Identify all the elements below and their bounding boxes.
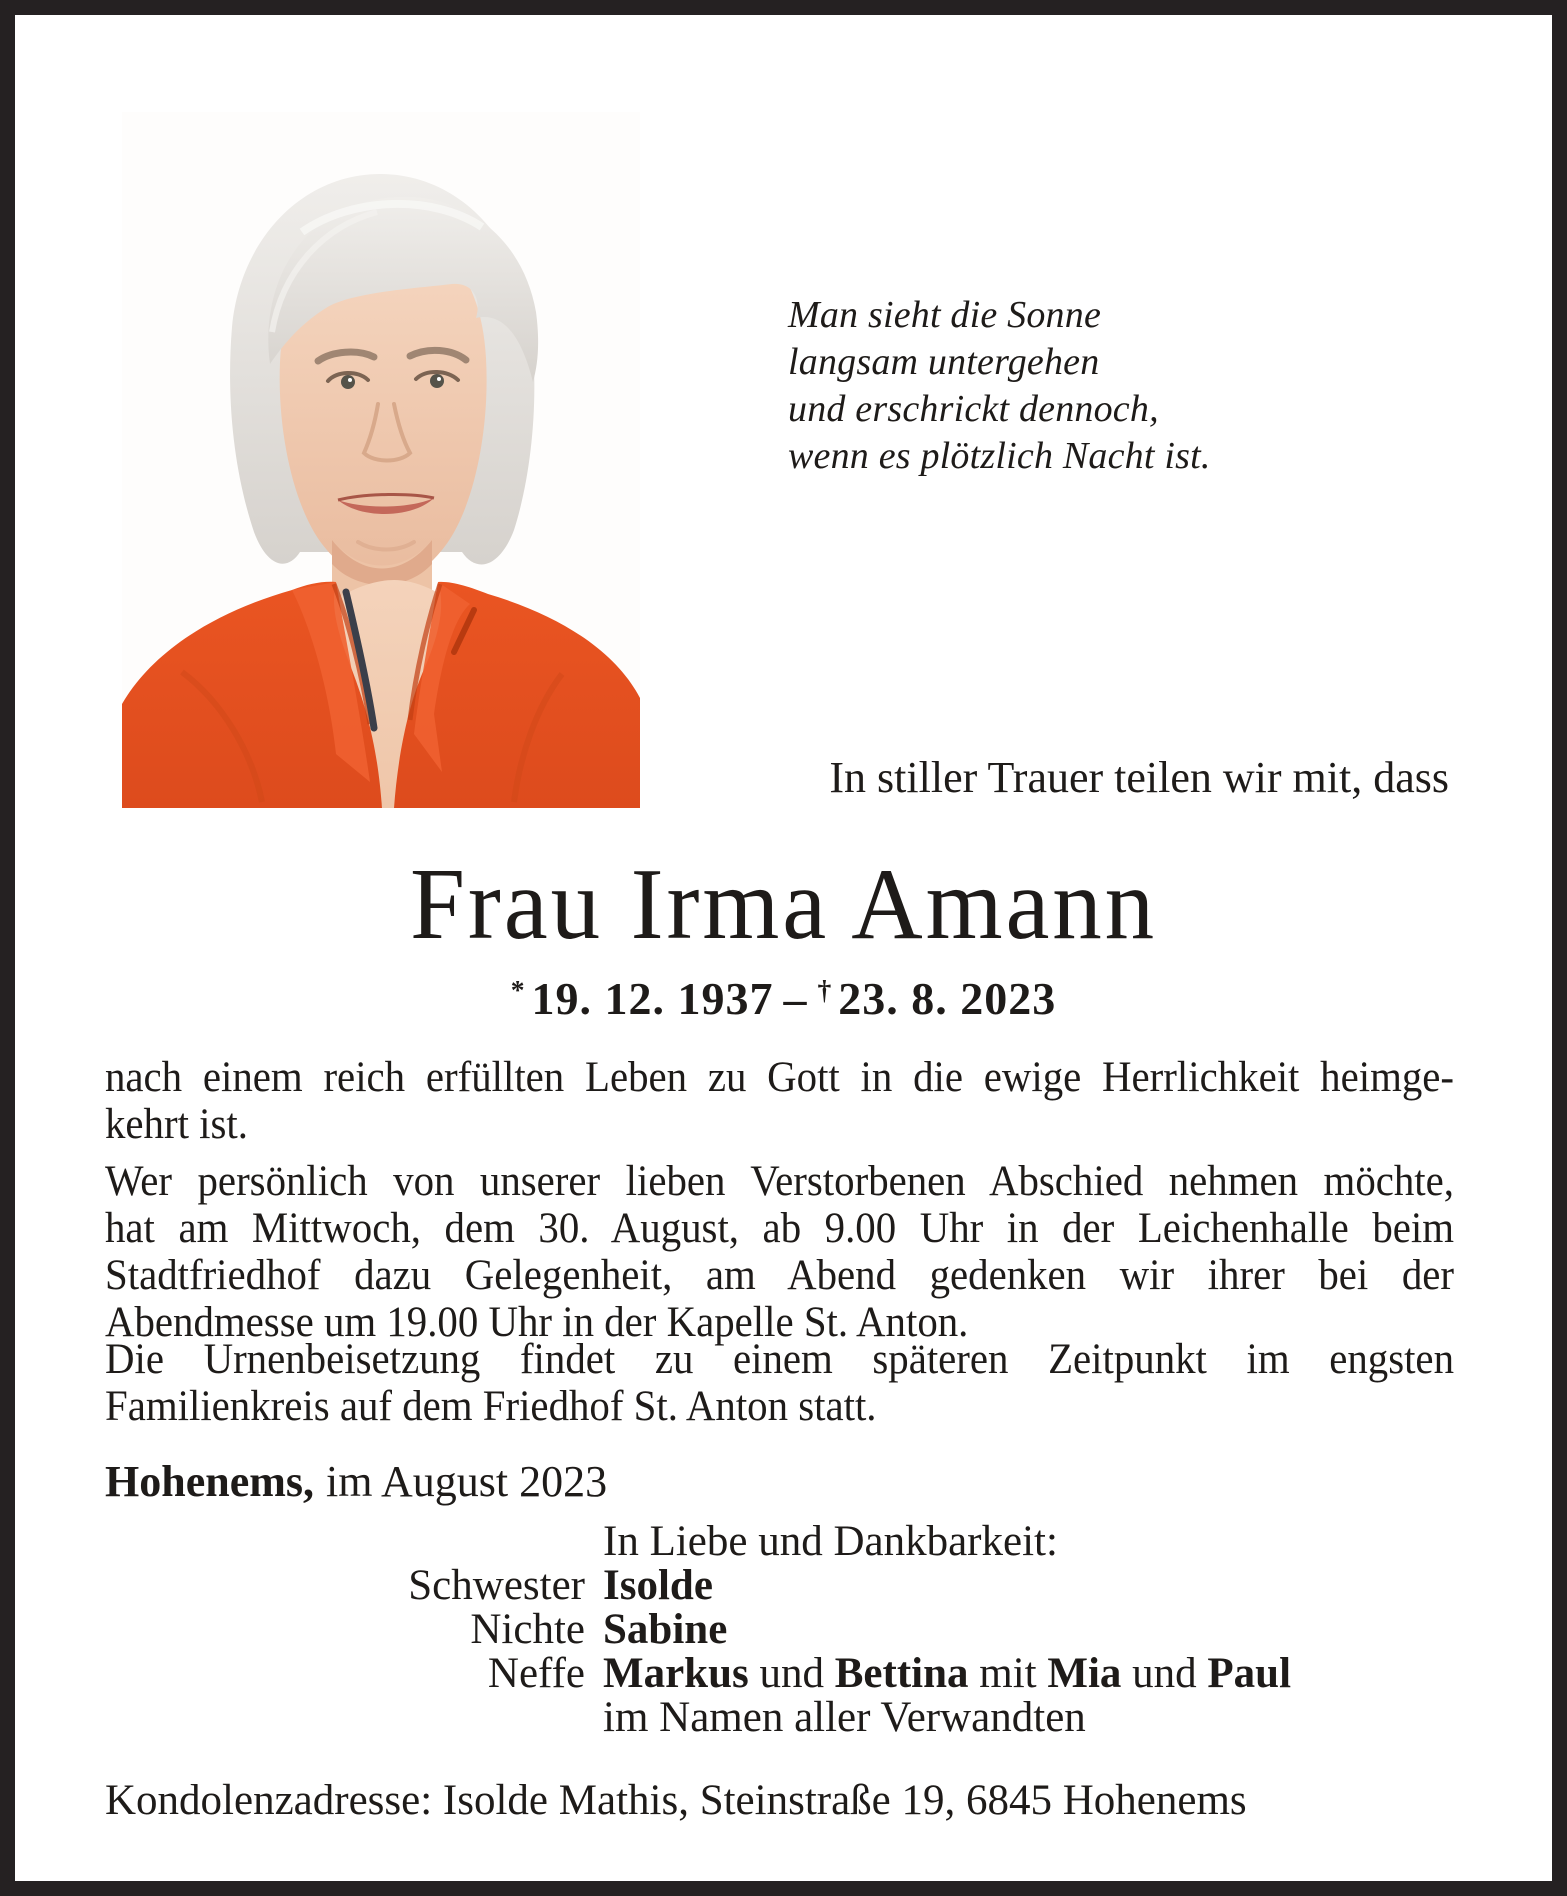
place-name: Hohenems, (105, 1457, 314, 1506)
text-line: Wer persönlich von unserer lieben Verstorbenen Abschied nehmen möchte, (105, 1158, 1454, 1205)
paragraph-burial-details (105, 1336, 1454, 1430)
announcement-intro-line: In stiller Trauer teilen wir mit, dass (829, 753, 1449, 802)
deceased-name: Frau Irma Amann (409, 848, 1158, 961)
family-names: Markus und Bettina mit Mia und Paul (603, 1650, 1292, 1697)
family-names: In Liebe und Dankbarkeit: (603, 1518, 1058, 1565)
death-date: 23. 8. 2023 (838, 973, 1057, 1024)
family-names: Isolde (603, 1562, 713, 1609)
text-line: Die Urnenbeisetzung findet zu einem späteren Zeitpunkt im engsten (105, 1336, 1454, 1383)
family-role-label: Neffe (487, 1650, 585, 1697)
text-line: nach einem reich erfüllten Leben zu Gott in die ewige Herrlichkeit heimge- (105, 1054, 1454, 1101)
family-list (105, 1520, 1475, 1740)
death-cross-symbol: † (817, 973, 833, 1005)
condolence-address-line: Kondolenzadresse: Isolde Mathis, Steinstraße 19, 6845 Hohenems (105, 1777, 1247, 1824)
date-text: im August 2023 (326, 1457, 608, 1506)
birth-date: 19. 12. 1937 (531, 973, 774, 1024)
text-line: wenn es plötzlich Nacht ist. (788, 435, 1211, 477)
family-row (105, 1520, 1475, 1564)
portrait-photo (122, 112, 640, 808)
paragraph-farewell-details (105, 1158, 1454, 1346)
life-dates (0, 972, 1567, 1025)
family-names: Sabine (603, 1606, 728, 1653)
place-and-date-line (105, 1456, 607, 1507)
family-row (105, 1652, 1475, 1696)
memorial-verse (788, 292, 1211, 480)
family-role-label (105, 1696, 603, 1740)
text-line: und erschrickt dennoch, (788, 388, 1159, 430)
text-line: Familienkreis auf dem Friedhof St. Anton statt. (105, 1383, 877, 1430)
text-line: Abendmesse um 19.00 Uhr in der Kapelle St. Anton. (105, 1299, 969, 1346)
family-role-label: Schwester (408, 1562, 585, 1609)
text-line: kehrt ist. (105, 1101, 248, 1148)
family-role-label: Nichte (470, 1606, 585, 1653)
text-line: Stadtfriedhof dazu Gelegenheit, am Abend gedenken wir ihrer bei der (105, 1252, 1454, 1299)
family-row (105, 1608, 1475, 1652)
birth-star-symbol: * (510, 973, 526, 1005)
family-names: im Namen aller Verwandten (603, 1694, 1086, 1741)
family-role-label (105, 1520, 603, 1564)
paragraph-passing (105, 1054, 1454, 1148)
text-line: langsam untergehen (788, 341, 1100, 383)
text-line: Man sieht die Sonne (788, 294, 1102, 336)
portrait-photo-graphic (122, 112, 640, 808)
family-row (105, 1696, 1475, 1740)
family-row (105, 1564, 1475, 1608)
text-line: hat am Mittwoch, dem 30. August, ab 9.00 Uhr in der Leichenhalle beim (105, 1205, 1454, 1252)
dates-separator: – (783, 973, 808, 1024)
